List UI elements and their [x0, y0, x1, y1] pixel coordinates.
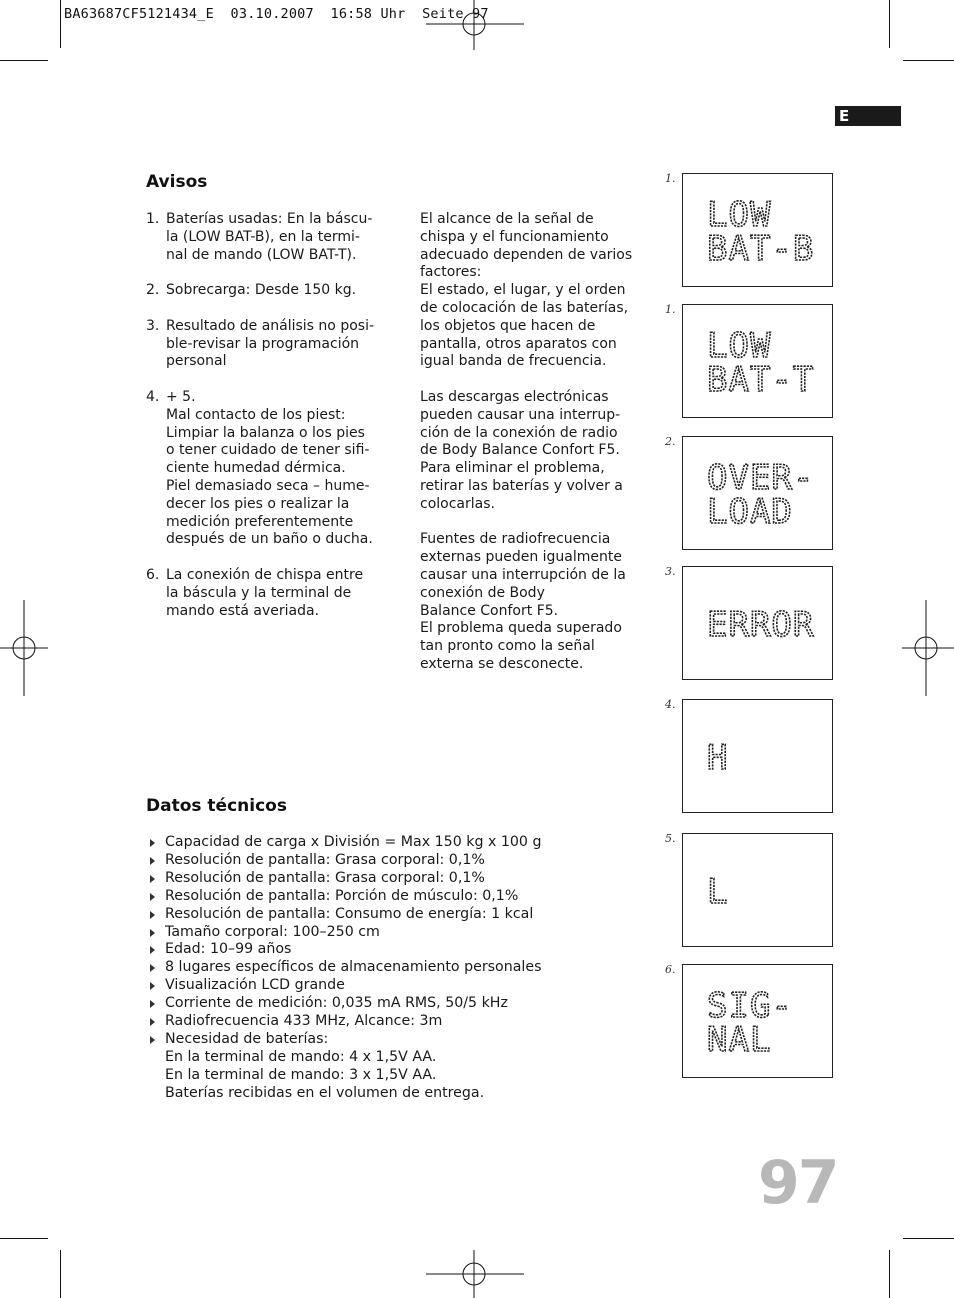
registration-mark-bottom: [426, 1250, 524, 1298]
spec-text: Resolución de pantalla: Grasa corporal: 0,1%: [165, 869, 485, 886]
paragraph-line: pantalla, otros aparatos con: [420, 335, 617, 352]
triangle-bullet-icon: [150, 893, 155, 901]
spec-text: Necesidad de baterías:: [165, 1030, 329, 1047]
paragraph-line: externas pueden igualmente: [420, 549, 623, 566]
avisos-heading: Avisos: [146, 172, 208, 192]
paragraph-line: igual banda de frecuencia.: [420, 353, 607, 370]
spec-text: En la terminal de mando: 4 x 1,5V AA.: [165, 1048, 437, 1065]
printer-slug-line: BA63687CF5121434_E 03.10.2007 16:58 Uhr Seite 97: [64, 6, 489, 22]
paragraph-line: colocarlas.: [420, 495, 495, 512]
spec-item: [148, 852, 541, 870]
spec-text: Resolución de pantalla: Porción de músculo: 0,1%: [165, 887, 519, 904]
crop-mark: [60, 1250, 61, 1298]
lcd-display: [682, 964, 833, 1078]
triangle-bullet-icon: [150, 982, 155, 990]
lcd-text-graphic: [683, 567, 834, 681]
crop-mark: [903, 1238, 954, 1239]
paragraph-line: factores:: [420, 264, 482, 281]
display-number-label: 5.: [665, 832, 676, 845]
lcd-display: [682, 833, 833, 947]
lcd-segment-text: OVER-: [707, 458, 815, 498]
display-number-label: 4.: [665, 698, 676, 711]
spec-text: Baterías recibidas en el volumen de entrega.: [165, 1084, 485, 1101]
paragraph-line: pueden causar una interrup-: [420, 406, 621, 423]
paragraph-line: Balance Confort F5.: [420, 602, 559, 619]
spec-item: [148, 906, 541, 924]
lcd-segment-text: ERROR: [707, 605, 815, 645]
paragraph: [420, 531, 650, 673]
triangle-bullet-icon: [150, 929, 155, 937]
paragraph-line: chispa y el funcionamiento: [420, 228, 609, 245]
list-item-text: decer los pies o realizar la: [166, 495, 350, 512]
list-item-text: Mal contacto de los piest:: [166, 406, 346, 423]
triangle-bullet-icon: [150, 964, 155, 972]
lcd-segment-text: SIG-: [707, 986, 793, 1026]
list-item-number: 1.: [146, 211, 160, 227]
language-tab: E: [835, 106, 901, 126]
lcd-segment-text: NAL: [707, 1020, 772, 1060]
spec-text: Visualización LCD grande: [165, 977, 345, 994]
spec-text: Edad: 10–99 años: [165, 941, 292, 958]
spec-item: [148, 834, 541, 852]
paragraph-line: tan pronto como la señal: [420, 638, 595, 655]
triangle-bullet-icon: [150, 1036, 155, 1044]
lcd-segment-text: BAT-T: [707, 360, 815, 400]
list-item-text: después de un baño o ducha.: [166, 531, 373, 548]
list-item-text: la báscula y la terminal de: [166, 584, 352, 601]
list-item: [146, 211, 396, 264]
spec-item: [148, 941, 541, 959]
lcd-display: [682, 173, 833, 287]
avisos-numbered-list: [146, 211, 396, 638]
lcd-text-graphic: [683, 437, 834, 551]
spec-item: [148, 870, 541, 888]
spec-item: [148, 1031, 541, 1103]
spec-text: Resolución de pantalla: Grasa corporal: 0,1%: [165, 851, 485, 868]
spec-item: [148, 888, 541, 906]
crop-mark: [0, 60, 48, 61]
registration-mark-right: [902, 600, 954, 696]
display-number-label: 3.: [665, 565, 676, 578]
spec-text: Resolución de pantalla: Consumo de energía: 1 kcal: [165, 905, 534, 922]
avisos-paragraphs: [420, 211, 650, 692]
registration-mark-top: [426, 0, 524, 50]
list-item-text: Sobrecarga: Desde 150 kg.: [166, 282, 357, 299]
spec-item: [148, 924, 541, 942]
list-item-text: mando está averiada.: [166, 602, 320, 619]
spec-text: Tamaño corporal: 100–250 cm: [165, 923, 380, 940]
list-item-text: la (LOW BAT-B), en la termi-: [166, 228, 360, 245]
paragraph-line: Las descargas electrónicas: [420, 388, 609, 405]
triangle-bullet-icon: [150, 857, 155, 865]
lcd-segment-text: LOW: [707, 326, 772, 366]
paragraph-line: los objetos que hacen de: [420, 317, 596, 334]
list-item-number: 4.: [146, 388, 160, 405]
list-item-text: Limpiar la balanza o los pies: [166, 424, 365, 441]
list-item-text: Piel demasiado seca – hume-: [166, 477, 370, 494]
triangle-bullet-icon: [150, 1018, 155, 1026]
list-item: [146, 567, 396, 620]
paragraph-line: conexión de Body: [420, 584, 545, 601]
lcd-text-graphic: [683, 834, 834, 948]
list-item: [146, 318, 396, 371]
specs-list: [148, 834, 541, 1103]
spec-text: Radiofrecuencia 433 MHz, Alcance: 3m: [165, 1013, 443, 1030]
paragraph-line: Para eliminar el problema,: [420, 460, 605, 477]
spec-item: [148, 995, 541, 1013]
spec-text: En la terminal de mando: 3 x 1,5V AA.: [165, 1066, 437, 1083]
crop-mark: [60, 0, 61, 48]
list-item-text: personal: [166, 353, 227, 370]
paragraph-line: causar una interrupción de la: [420, 566, 626, 583]
list-item-text: La conexión de chispa entre: [166, 566, 364, 583]
triangle-bullet-icon: [150, 1000, 155, 1008]
lcd-display: [682, 304, 833, 418]
paragraph-line: Fuentes de radiofrecuencia: [420, 531, 611, 548]
paragraph-line: El problema queda superado: [420, 620, 622, 637]
list-item-text: ciente humedad dérmica.: [166, 460, 346, 477]
lcd-segment-text: H: [707, 738, 729, 778]
list-item: [146, 282, 396, 300]
list-item-text: Resultado de análisis no posi-: [166, 317, 375, 334]
spec-item: [148, 959, 541, 977]
spec-text: 8 lugares específicos de almacenamiento personales: [165, 959, 542, 976]
lcd-text-graphic: [683, 965, 834, 1079]
spec-text: Corriente de medición: 0,035 mA RMS, 50/5 kHz: [165, 995, 508, 1012]
lcd-text-graphic: [683, 700, 834, 814]
list-item-text: Baterías usadas: En la báscu-: [166, 211, 373, 227]
spec-item: [148, 1013, 541, 1031]
list-item-text: + 5.: [166, 388, 196, 405]
paragraph-line: ción de la conexión de radio: [420, 424, 618, 441]
paragraph: [420, 389, 650, 514]
datos-tecnicos-heading: Datos técnicos: [146, 796, 287, 816]
crop-mark: [903, 60, 954, 61]
display-number-label: 2.: [665, 435, 676, 448]
registration-mark-left: [0, 600, 48, 696]
list-item-text: o tener cuidado de tener sifi-: [166, 442, 370, 459]
lcd-segment-text: L: [707, 872, 729, 912]
paragraph-line: El estado, el lugar, y el orden: [420, 282, 626, 299]
paragraph-line: de Body Balance Confort F5.: [420, 442, 620, 459]
triangle-bullet-icon: [150, 839, 155, 847]
paragraph-line: externa se desconecte.: [420, 655, 584, 672]
lcd-segment-text: BAT-B: [707, 229, 815, 269]
paragraph: [420, 211, 650, 371]
crop-mark: [889, 1250, 890, 1298]
crop-mark: [889, 0, 890, 48]
list-item-number: 3.: [146, 317, 160, 334]
lcd-segment-text: LOW: [707, 195, 772, 235]
crop-mark: [0, 1238, 48, 1239]
spec-text: Capacidad de carga x División = Max 150 kg x 100 g: [165, 834, 542, 850]
list-item-text: ble-revisar la programación: [166, 335, 360, 352]
list-item-number: 6.: [146, 566, 160, 583]
triangle-bullet-icon: [150, 875, 155, 883]
list-item-number: 2.: [146, 282, 160, 299]
list-item-text: nal de mando (LOW BAT-T).: [166, 246, 357, 263]
triangle-bullet-icon: [150, 911, 155, 919]
lcd-text-graphic: [683, 305, 834, 419]
lcd-segment-text: LOAD: [707, 492, 793, 532]
list-item-text: medición preferentemente: [166, 513, 354, 530]
spec-item: [148, 977, 541, 995]
list-item: [146, 389, 396, 549]
lcd-display: [682, 436, 833, 550]
paragraph-line: retirar las baterías y volver a: [420, 477, 623, 494]
page-number: 97: [758, 1148, 838, 1218]
display-number-label: 6.: [665, 963, 676, 976]
display-number-label: 1.: [665, 172, 676, 185]
lcd-display: [682, 566, 833, 680]
paragraph-line: de colocación de las baterías,: [420, 299, 629, 316]
lcd-display: [682, 699, 833, 813]
paragraph-line: El alcance de la señal de: [420, 211, 594, 227]
display-number-label: 1.: [665, 303, 676, 316]
triangle-bullet-icon: [150, 946, 155, 954]
lcd-text-graphic: [683, 174, 834, 288]
paragraph-line: adecuado dependen de varios: [420, 246, 633, 263]
